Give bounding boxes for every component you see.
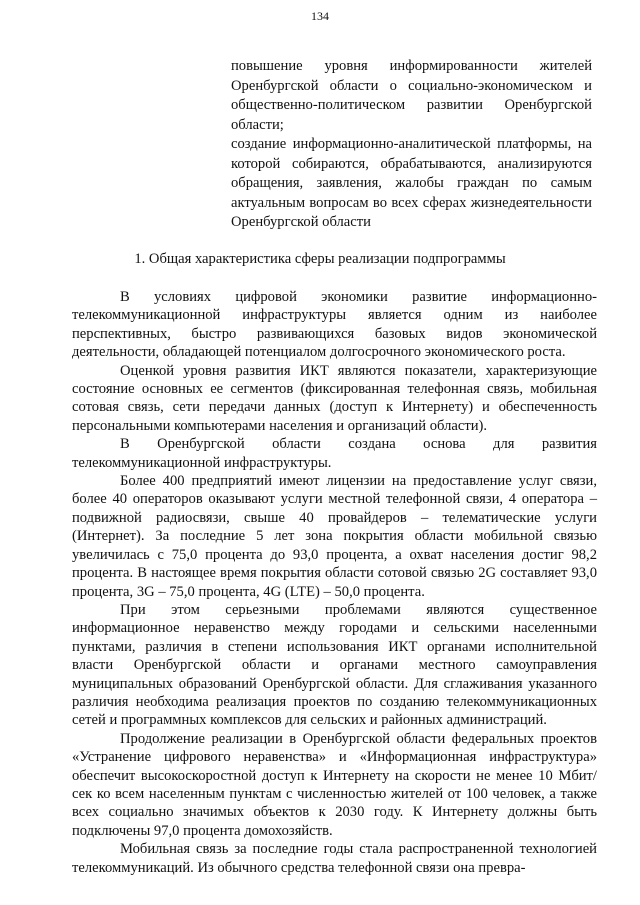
paragraph: Мобильная связь за последние годы стала распространенной технологией телекоммуникаций. Из обычного средства телефонной связи она превра- [72, 841, 597, 876]
body-text [72, 288, 597, 877]
paragraph: При этом серьезными проблемами являются существенное информационное неравенство между городами и сельскими населенными пунктами, различия в степени использования ИКТ органами исполнительной власти Оренбургской области и органами местного самоуправления муниципальных образований Оренбургской области. Для сглаживания указанного различия необходима реализация проектов по созданию телекоммуникационных сетей и программных комплексов для сельских и районных администраций. [72, 601, 597, 729]
paragraph: В Оренбургской области создана основа для развития телекоммуникационной инфраструктуры. [72, 436, 597, 471]
goals-list [231, 57, 592, 233]
paragraph: В условиях цифровой экономики развитие информационно-телекоммуникационной инфраструктуры является одним из наиболее перспективных, быстро развивающихся базовых видов экономической деятельности, обладающей потенциалом долгосрочного экономического роста. [72, 289, 597, 361]
paragraph: Продолжение реализации в Оренбургской области федеральных проектов «Устранение цифрового неравенства» и «Информационная инфраструктура» обеспечит высокоскоростной доступ к Интернету на скорости не менее 10 Мбит/сек ко всем населенным пунктам с численностью жителей от 100 человек, а также всех социально значимых объектов к 2030 году. К Интернету должны быть подключены 97,0 процента домохозяйств. [72, 730, 597, 839]
goal-item: повышение уровня информированности жителей Оренбургской области о социально-экономическом и общественно-политическом развитии Оренбургской области; [231, 58, 592, 133]
goal-item: создание информационно-аналитической платформы, на которой собираются, обрабатываются, анализируются обращения, заявления, жалобы граждан по самым актуальным вопросам во всех сферах жизнедеятельности Оренбургской области [231, 136, 592, 230]
section-title: 1. Общая характеристика сферы реализации подпрограммы [134, 251, 506, 267]
paragraph: Более 400 предприятий имеют лицензии на предоставление услуг связи, более 40 операторов оказывают услуги местной телефонной связи, 4 оператора – подвижной радиосвязи, свыше 40 провайдеров – телематические услуги (Интернет). За последние 5 лет зона покрытия области мобильной связью увеличилась с 75,0 процента до 93,0 процента, а охват населения достиг 98,2 процента. В настоящее время покрытия области сотовой связью 2G составляет 93,0 процента, 3G – 75,0 процента, 4G (LTE) – 50,0 процента. [72, 473, 597, 600]
page-number: 134 [311, 9, 329, 23]
paragraph: Оценкой уровня развития ИКТ являются показатели, характеризующие состояние основных ее сегментов (фиксированная телефонная связь, мобильная сотовая связь, сети передачи данных (доступ к Интернету) и обеспеченность персональными компьютерами населения и организаций области). [72, 362, 597, 434]
